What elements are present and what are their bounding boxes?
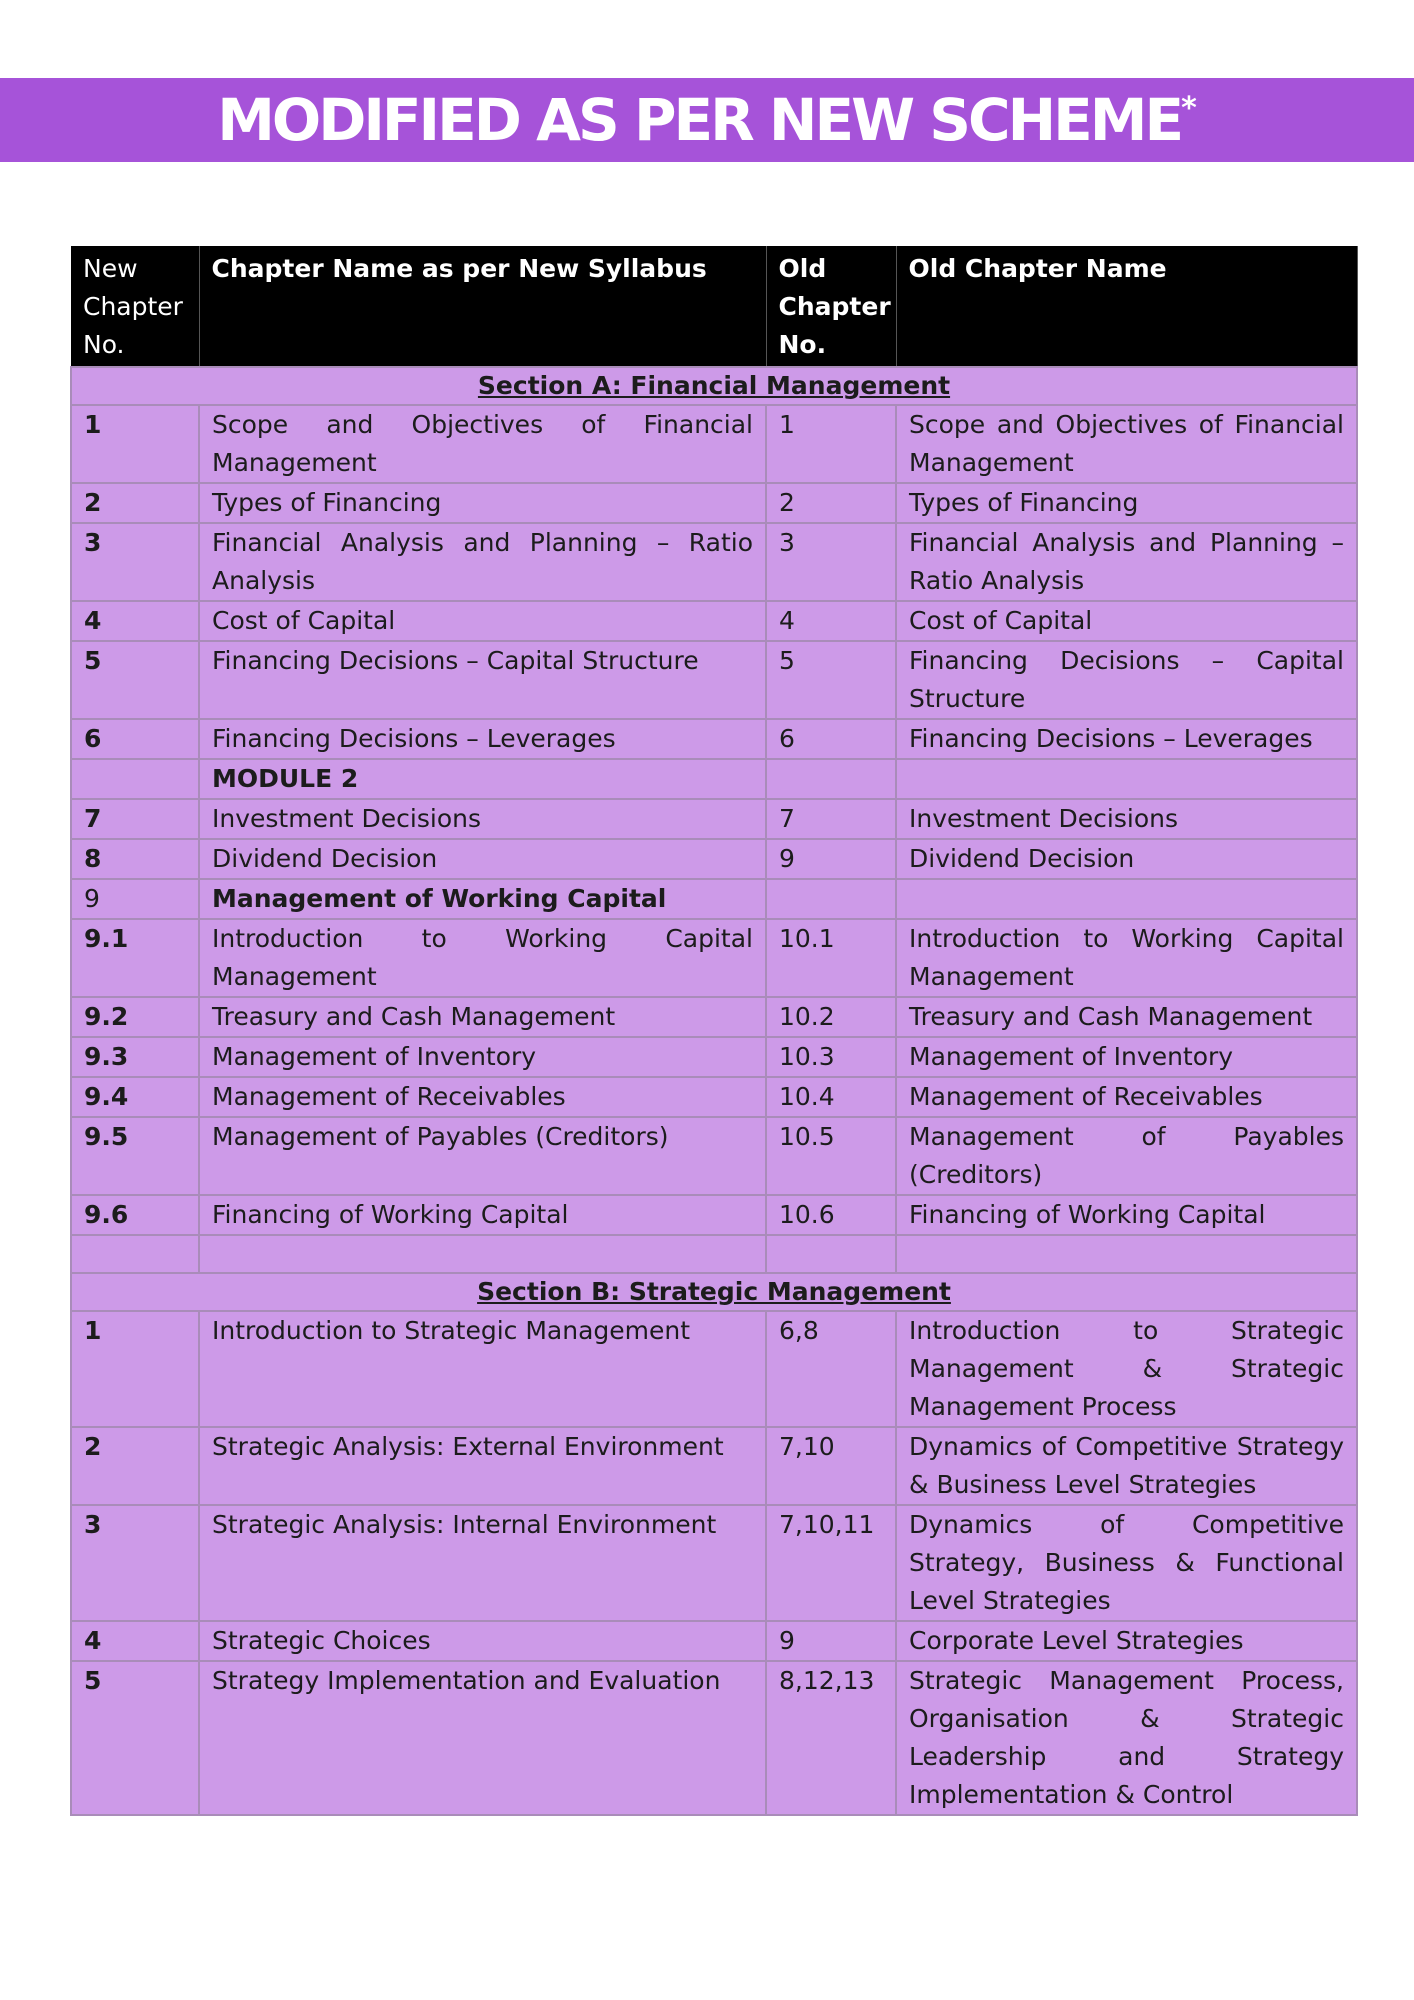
old-chapter-no: 10.1: [766, 919, 896, 997]
old-chapter-no: 6,8: [766, 1311, 896, 1427]
old-chapter-name: Financial Analysis and Planning – Ratio Analysis: [896, 523, 1357, 601]
table-row: [71, 405, 1357, 483]
new-chapter-no: 3: [71, 1505, 199, 1621]
table-row: [71, 719, 1357, 759]
new-chapter-no: 1: [71, 405, 199, 483]
new-chapter-no: 1: [71, 1311, 199, 1427]
old-chapter-no: 10.6: [766, 1195, 896, 1235]
old-chapter-name: Corporate Level Strategies: [896, 1621, 1357, 1661]
new-chapter-name: Management of Payables (Creditors): [199, 1117, 766, 1195]
old-chapter-name: Dynamics of Competitive Strategy & Business Level Strategies: [896, 1427, 1357, 1505]
page-title: MODIFIED AS PER NEW SCHEME*: [217, 86, 1197, 154]
old-chapter-name: Management of Receivables: [896, 1077, 1357, 1117]
new-chapter-no: 5: [71, 641, 199, 719]
table-row: [71, 919, 1357, 997]
new-chapter-name: Financing Decisions – Leverages: [199, 719, 766, 759]
new-chapter-no: 9: [71, 879, 199, 919]
section-row: [71, 1273, 1357, 1311]
new-chapter-no: 7: [71, 799, 199, 839]
empty-cell: [199, 1235, 766, 1273]
old-chapter-name: Cost of Capital: [896, 601, 1357, 641]
new-chapter-name: Investment Decisions: [199, 799, 766, 839]
table-row: [71, 1311, 1357, 1427]
table-row: [71, 1427, 1357, 1505]
new-chapter-no: 9.6: [71, 1195, 199, 1235]
header-old-chapter-name: Old Chapter Name: [896, 246, 1357, 367]
new-chapter-name: Types of Financing: [199, 483, 766, 523]
old-chapter-no: 7,10,11: [766, 1505, 896, 1621]
old-chapter-no: 7,10: [766, 1427, 896, 1505]
old-chapter-name: Management of Payables (Creditors): [896, 1117, 1357, 1195]
old-chapter-no: 5: [766, 641, 896, 719]
header-old-chapter-no: Old Chapter No.: [766, 246, 896, 367]
empty-cell: [766, 1235, 896, 1273]
new-chapter-no: 5: [71, 1661, 199, 1815]
table-row: [71, 1195, 1357, 1235]
old-chapter-no: 10.5: [766, 1117, 896, 1195]
old-chapter-no: 6: [766, 719, 896, 759]
table-row: [71, 839, 1357, 879]
old-chapter-no: 9: [766, 1621, 896, 1661]
new-chapter-name: Dividend Decision: [199, 839, 766, 879]
new-chapter-name: Introduction to Working Capital Management: [199, 919, 766, 997]
old-chapter-name: Investment Decisions: [896, 799, 1357, 839]
section-a-title: Section A: Financial Management: [71, 367, 1357, 405]
old-chapter-no: 10.3: [766, 1037, 896, 1077]
old-chapter-no: 3: [766, 523, 896, 601]
new-chapter-no: 4: [71, 1621, 199, 1661]
table-row: [71, 601, 1357, 641]
new-chapter-name: Strategic Choices: [199, 1621, 766, 1661]
old-chapter-name: Dividend Decision: [896, 839, 1357, 879]
table-row: [71, 1505, 1357, 1621]
table-row: [71, 483, 1357, 523]
new-chapter-name: Strategic Analysis: External Environment: [199, 1427, 766, 1505]
old-chapter-name: Scope and Objectives of Financial Management: [896, 405, 1357, 483]
old-chapter-no: 8,12,13: [766, 1661, 896, 1815]
table-row: [71, 997, 1357, 1037]
old-chapter-no: [766, 879, 896, 919]
new-chapter-name: Management of Working Capital: [199, 879, 766, 919]
title-banner: [0, 78, 1414, 162]
section-row: [71, 367, 1357, 405]
new-chapter-name: Introduction to Strategic Management: [199, 1311, 766, 1427]
old-chapter-no: 4: [766, 601, 896, 641]
new-chapter-name: Management of Receivables: [199, 1077, 766, 1117]
new-chapter-name: Strategy Implementation and Evaluation: [199, 1661, 766, 1815]
new-chapter-name: Cost of Capital: [199, 601, 766, 641]
new-chapter-no: 9.2: [71, 997, 199, 1037]
new-chapter-name: Management of Inventory: [199, 1037, 766, 1077]
new-chapter-no: 8: [71, 839, 199, 879]
old-chapter-name: Introduction to Working Capital Management: [896, 919, 1357, 997]
module-heading: MODULE 2: [199, 759, 766, 799]
old-chapter-name: Strategic Management Process, Organisation & Strategic Leadership and Strategy Implementation & Control: [896, 1661, 1357, 1815]
new-chapter-name: Financial Analysis and Planning – Ratio Analysis: [199, 523, 766, 601]
table-row: [71, 879, 1357, 919]
old-chapter-no: 7: [766, 799, 896, 839]
module-row: [71, 759, 1357, 799]
new-chapter-name: Scope and Objectives of Financial Management: [199, 405, 766, 483]
old-chapter-no: 10.4: [766, 1077, 896, 1117]
footnote-asterisk: *: [1181, 91, 1197, 126]
old-chapter-name: [896, 759, 1357, 799]
new-chapter-no: 6: [71, 719, 199, 759]
old-chapter-name: Treasury and Cash Management: [896, 997, 1357, 1037]
new-chapter-no: 9.3: [71, 1037, 199, 1077]
new-chapter-no: 2: [71, 1427, 199, 1505]
old-chapter-no: 10.2: [766, 997, 896, 1037]
old-chapter-no: 1: [766, 405, 896, 483]
table-row: [71, 641, 1357, 719]
new-chapter-no: 9.1: [71, 919, 199, 997]
old-chapter-name: Dynamics of Competitive Strategy, Business & Functional Level Strategies: [896, 1505, 1357, 1621]
old-chapter-no: [766, 759, 896, 799]
old-chapter-name: Types of Financing: [896, 483, 1357, 523]
table-row: [71, 1037, 1357, 1077]
new-chapter-no: [71, 759, 199, 799]
old-chapter-name: [896, 879, 1357, 919]
table-row: [71, 1661, 1357, 1815]
section-b-title: Section B: Strategic Management: [71, 1273, 1357, 1311]
table-row: [71, 1117, 1357, 1195]
header-new-chapter-name: Chapter Name as per New Syllabus: [199, 246, 766, 367]
new-chapter-name: Financing of Working Capital: [199, 1195, 766, 1235]
empty-cell: [71, 1235, 199, 1273]
empty-row: [71, 1235, 1357, 1273]
new-chapter-no: 2: [71, 483, 199, 523]
new-chapter-no: 3: [71, 523, 199, 601]
header-new-chapter-no: New Chapter No.: [71, 246, 199, 367]
old-chapter-name: Financing of Working Capital: [896, 1195, 1357, 1235]
new-chapter-name: Financing Decisions – Capital Structure: [199, 641, 766, 719]
old-chapter-no: 9: [766, 839, 896, 879]
old-chapter-name: Management of Inventory: [896, 1037, 1357, 1077]
table-row: [71, 1621, 1357, 1661]
new-chapter-no: 4: [71, 601, 199, 641]
old-chapter-name: Financing Decisions – Leverages: [896, 719, 1357, 759]
new-chapter-no: 9.5: [71, 1117, 199, 1195]
new-chapter-name: Treasury and Cash Management: [199, 997, 766, 1037]
empty-cell: [896, 1235, 1357, 1273]
table-row: [71, 523, 1357, 601]
new-chapter-name: Strategic Analysis: Internal Environment: [199, 1505, 766, 1621]
old-chapter-name: Introduction to Strategic Management & Strategic Management Process: [896, 1311, 1357, 1427]
new-chapter-no: 9.4: [71, 1077, 199, 1117]
table-row: [71, 799, 1357, 839]
old-chapter-name: Financing Decisions – Capital Structure: [896, 641, 1357, 719]
old-chapter-no: 2: [766, 483, 896, 523]
table-header-row: [71, 246, 1357, 367]
chapter-mapping-table: [70, 246, 1358, 1816]
table-row: [71, 1077, 1357, 1117]
